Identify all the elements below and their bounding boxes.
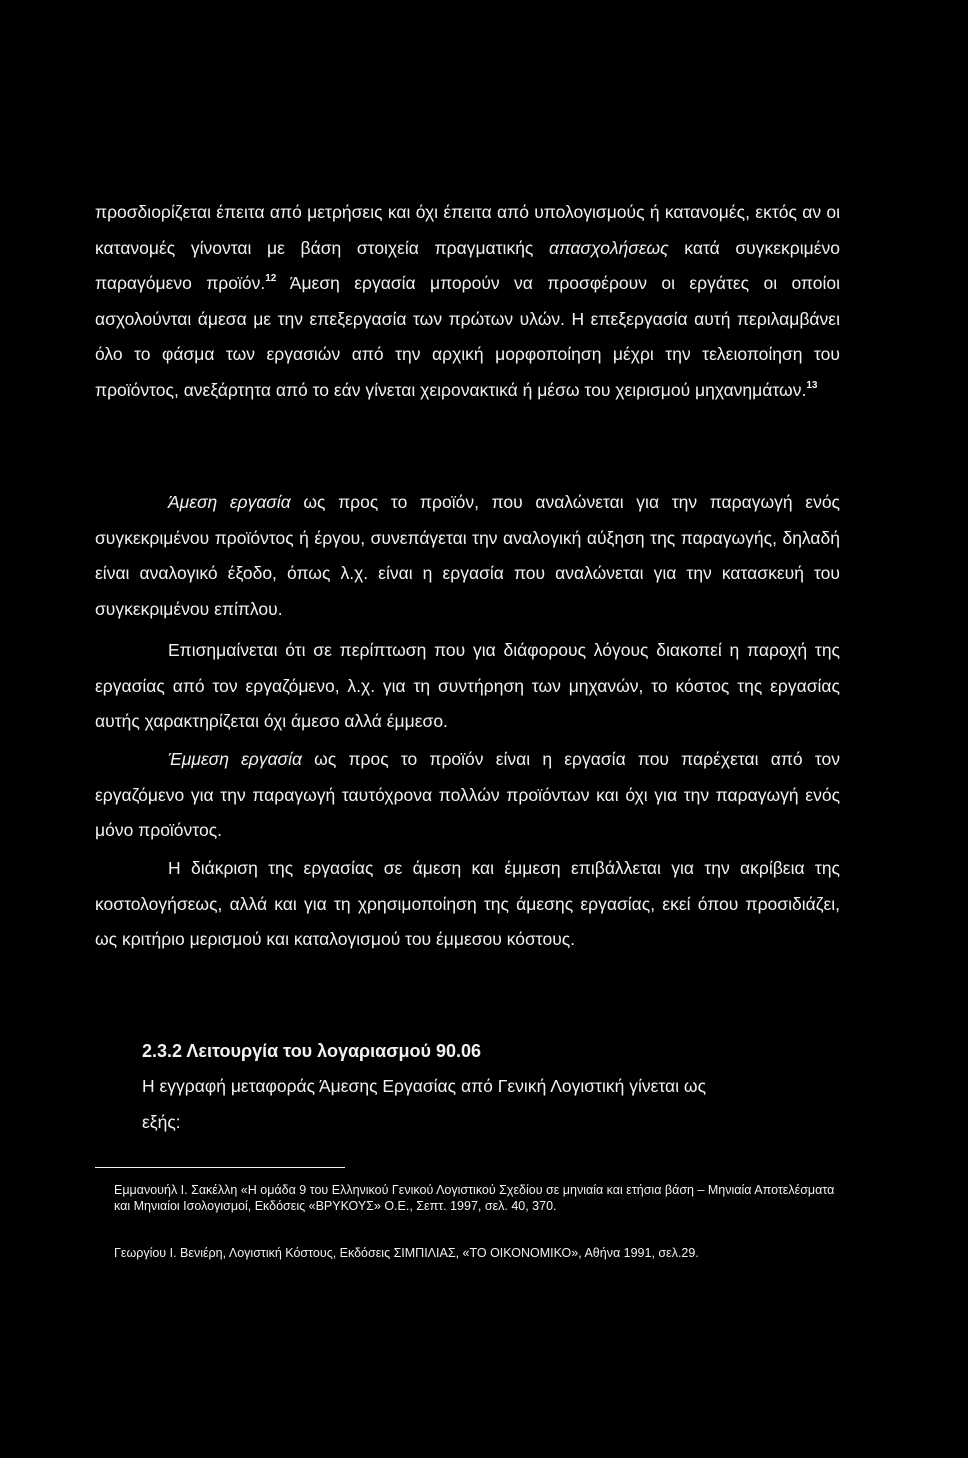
footnote-12: Εμμανουήλ Ι. Σακέλλη «Η ομάδα 9 του Ελληνικού Γενικού Λογιστικού Σχεδίου σε μηνιαία και ετήσια βάση – Μηνιαία Αποτελέσματα και Μηνιαίοι Ισολογισμοί, Εκδόσεις «ΒΡΥΚΟΥΣ» Ο.Ε., Σεπτ. 1997, σελ. 40, 370. [114, 1183, 835, 1214]
p1-text-e: Άμεση εργασία μπορούν να προσφέρουν οι εργάτες οι οποίοι ασχολούνται άμεσα με την επεξεργασία των πρώτων υλών. Η επεξεργασία αυτή περιλαμβάνει όλο το φάσμα των εργασιών από την αρχική μορφοποίηση μέχρι την τελειοποίηση του προϊόντος, ανεξάρτητα από το εάν γίνεται χειρονακτικά ή μέσω του χειρισμού μηχανημάτων. [95, 273, 840, 400]
footnote-13: Γεωργίου Ι. Βενιέρη, Λογιστική Κόστους, Εκδόσεις ΣΙΜΠΙΛΙΑΣ, «ΤΟ ΟΙΚΟΝΟΜΙΚΟ», Αθήνα 1991, σελ.29. [114, 1246, 699, 1260]
p3-text: Επισημαίνεται ότι σε περίπτωση που για διάφορους λόγους διακοπεί η παροχή της εργασίας από τον εργαζόμενο, λ.χ. για τη συντήρηση των μηχανών, το κόστος της εργασίας αυτής χαρακτηρίζεται όχι άμεσο αλλά έμμεσο. [95, 640, 840, 732]
p1-text-c: κατά συγκεκριμένο παραγόμενο προϊόν. [95, 237, 840, 294]
section-number: 2.3.2 [142, 1041, 183, 1061]
footnote-ref-12: 12 [265, 273, 277, 285]
p2-text: ως προς το προϊόν, που αναλώνεται για την παραγωγή ενός συγκεκριμένου προϊόντος ή έργου, συνεπάγεται την αναλογική αύξηση της παραγωγής, δηλαδή είναι αναλογικό έξοδο, όπως λ.χ. είναι η εργασία που αναλώνεται για την κατασκευή του συγκεκριμένου επίπλου. [95, 492, 840, 619]
p4-text: ως προς το προϊόν είναι η εργασία που παρέχεται από τον εργαζόμενο για την παραγωγή ταυτόχρονα πολλών προϊόντων και όχι για την παραγωγή ενός μόνο προϊόντος. [95, 749, 840, 841]
footnote-ref-13: 13 [806, 379, 818, 391]
paragraph-interruption-note [95, 633, 840, 740]
p1-italic-term: απασχολήσεως [548, 237, 669, 258]
paragraph-direct-labor-definition [95, 195, 840, 409]
section-line-2: εξής: [142, 1112, 181, 1132]
p5-text: Η διάκριση της εργασίας σε άμεση και έμμεση επιβάλλεται για την ακρίβεια της κοστολογήσεως, αλλά και για τη χρησιμοποίηση της άμεσης εργασίας, εκεί όπου προσιδιάζει, ως κριτήριο μερισμού και καταλογισμού του έμμεσου κόστους. [95, 858, 840, 950]
p4-italic-term: Έμμεση εργασία [168, 749, 302, 769]
paragraph-indirect-labor [95, 742, 840, 849]
footnote-divider [95, 1167, 345, 1168]
section-line-1: Η εγγραφή μεταφοράς Άμεσης Εργασίας από Γενική Λογιστική γίνεται ως [142, 1076, 707, 1096]
p2-italic-term: Άμεση εργασία [168, 492, 291, 512]
paragraph-distinction [95, 851, 840, 958]
section-title: Λειτουργία του λογαριασμού 90.06 [186, 1041, 482, 1061]
p1-text-a: προσδιορίζεται έπειτα από μετρήσεις και όχι έπειτα από υπολογισμούς ή κατανομές, εκτός αν οι κατανομές γίνονται με βάση στοιχεία πραγματικής [95, 202, 840, 258]
section-heading [142, 1041, 481, 1062]
paragraph-direct-labor-product [95, 485, 840, 627]
